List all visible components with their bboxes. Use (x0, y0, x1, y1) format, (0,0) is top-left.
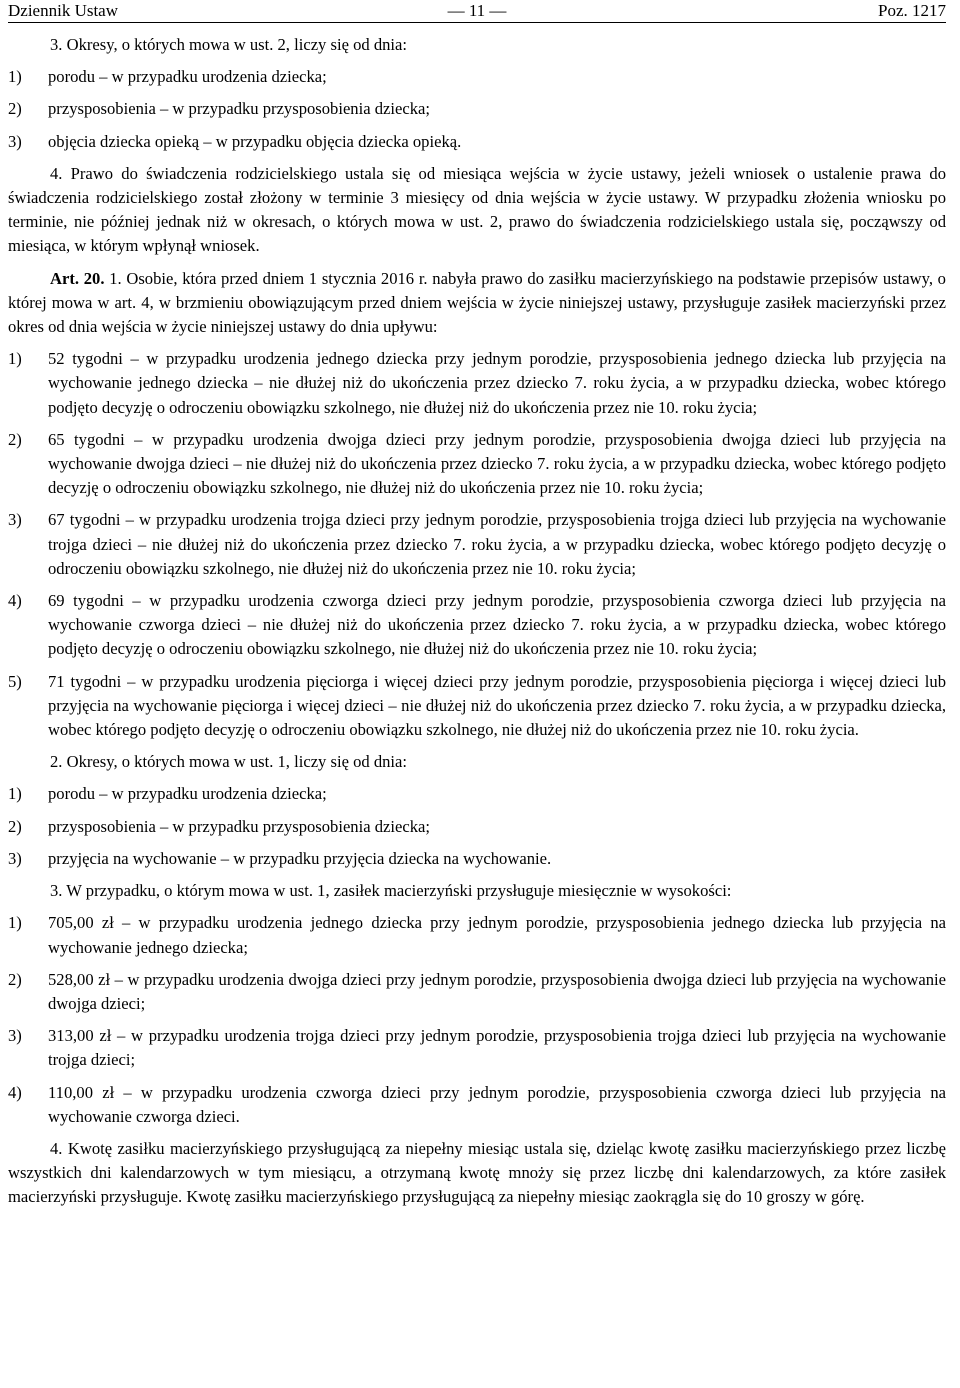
list-item: 1) 705,00 zł – w przypadku urodzenia jednego dziecka przy jednym porodzie, przysposobienia jednego dziecka lub przyjęcia na wychowanie jednego dziecka; (8, 913, 946, 957)
list-item: 5) 71 tygodni – w przypadku urodzenia pięciorga i więcej dzieci przy jednym porodzie, przysposobienia pięciorga i więcej dzieci lub przyjęcia na wychowanie pięciorga i więcej dzieci – nie dłużej niż do ukończenia przez dziecko 7. roku życia, a w przypadku dziecka, wobec którego podjęto decyzję o odroczeniu obowiązku szkolnego, nie dłużej niż do ukończenia przez nie 10. roku życia. (8, 671, 946, 740)
list-item: 2) 65 tygodni – w przypadku urodzenia dwojga dzieci przy jednym porodzie, przysposobienia dwojga dzieci lub przyjęcia na wychowanie dwojga dzieci – nie dłużej niż do ukończenia przez dziecko 7. roku życia, a w przypadku dziecka, wobec którego podjęto decyzję o odroczeniu obowiązku szkolnego, nie dłużej niż do ukończenia przez nie 10. roku życia; (8, 429, 946, 498)
list-item: 2) 528,00 zł – w przypadku urodzenia dwojga dzieci przy jednym porodzie, przysposobienia dwojga dzieci lub przyjęcia na wychowanie dwojga dzieci; (8, 969, 946, 1013)
list-item: 1) 52 tygodni – w przypadku urodzenia jednego dziecka przy jednym porodzie, przysposobienia jednego dziecka lub przyjęcia na wychowanie jednego dziecka – nie dłużej niż do ukończenia przez dziecko 7. roku życia, a w przypadku dziecka, wobec którego podjęto decyzję o odroczeniu obowiązku szkolnego, nie dłużej niż do ukończenia przez nie 10. roku życia; (8, 349, 946, 417)
list-item: 1) porodu – w przypadku urodzenia dziecka; (8, 784, 327, 804)
paragraph-4b: 4. Kwotę zasiłku macierzyńskiego przysługującą za niepełny miesiąc ustala się, dzieląc kwotę zasiłku macierzyńskiego przez liczbę wszystkich dni kalendarzowych w tym miesiącu, a otrzymaną kwotę mnoży się przez liczbę dni kalendarzowych, za które zasiłek macierzyński przysługuje. Kwotę zasiłku macierzyńskiego przysługującą za niepełny miesiąc zaokrągla się do 10 groszy w górę. (8, 1138, 946, 1207)
page-number: — 11 — (447, 1, 507, 20)
list-item: 3) przyjęcia na wychowanie – w przypadku przyjęcia dziecka na wychowanie. (8, 848, 552, 868)
article-text: 1. Osobie, która przed dniem 1 stycznia 2016 r. nabyła prawo do zasiłku macierzyńskiego na podstawie przepisów ustawy, o której mowa w art. 4, w brzmieniu obowiązującym przed dniem wejścia w życie niniejszej ustawy, przysługuje zasiłek macierzyński przez okres od dnia wejścia w życie niniejszej ustawy do dnia upływu: (8, 268, 946, 337)
block1-intro: 3. Okresy, o których mowa w ust. 2, liczy się od dnia: (50, 35, 408, 54)
list-item: 2) przysposobienia – w przypadku przysposobienia dziecka; (8, 816, 431, 836)
list-item: 3) 67 tygodni – w przypadku urodzenia trojga dzieci przy jednym porodzie, przysposobienia trojga dzieci lub przyjęcia na wychowanie trojga dzieci – nie dłużej niż do ukończenia przez dziecko 7. roku życia, a w przypadku dziecka, wobec którego podjęto decyzję o odroczeniu obowiązku szkolnego, nie dłużej niż do ukończenia przez nie 10. roku życia; (8, 510, 946, 578)
block2-intro: 2. Okresy, o których mowa w ust. 1, liczy się od dnia: (50, 752, 408, 772)
journal-title: Dziennik Ustaw (8, 1, 119, 20)
list-item: 4) 69 tygodni – w przypadku urodzenia czworga dzieci przy jednym porodzie, przysposobienia czworga dzieci lub przyjęcia na wychowanie czworga dzieci – nie dłużej niż do ukończenia przez dziecko 7. roku życia, a w przypadku dziecka, wobec którego podjęto decyzję o odroczeniu obowiązku szkolnego, nie dłużej niż do ukończenia przez nie 10. roku życia; (8, 591, 946, 659)
paragraph-4: 4. Prawo do świadczenia rodzicielskiego ustala się od miesiąca wejścia w życie ustawy, jeżeli wniosek o ustalenie prawa do świadczenia rodzicielskiego został złożony w terminie 3 miesięcy od dnia wejścia w życie ustawy. W przypadku złożenia wniosku po terminie, nie później jednak niż w okresach, o których mowa w ust. 2, prawo do świadczenia rodzicielskiego ustala się, począwszy od miesiąca, w którym wpłynął wniosek. (8, 163, 946, 256)
document-body (8, 33, 946, 1218)
list-item: 3) 313,00 zł – w przypadku urodzenia trojga dzieci przy jednym porodzie, przysposobienia trojga dzieci lub przyjęcia na wychowanie trojga dzieci; (8, 1026, 946, 1070)
list-item: 1) porodu – w przypadku urodzenia dziecka; (8, 67, 327, 87)
page-header (8, 0, 946, 23)
list-item: 4) 110,00 zł – w przypadku urodzenia czworga dzieci przy jednym porodzie, przysposobienia czworga dzieci lub przyjęcia na wychowanie czworga dzieci. (8, 1082, 946, 1126)
position-number: Poz. 1217 (878, 1, 946, 20)
block3-intro: 3. W przypadku, o którym mowa w ust. 1, zasiłek macierzyński przysługuje miesięcznie w wysokości: (50, 881, 732, 901)
list-item: 2) przysposobienia – w przypadku przysposobienia dziecka; (8, 99, 431, 119)
list-item: 3) objęcia dziecka opieką – w przypadku objęcia dziecka opieką. (8, 131, 462, 151)
article-label: Art. 20. (50, 268, 105, 288)
article-20 (8, 267, 946, 340)
